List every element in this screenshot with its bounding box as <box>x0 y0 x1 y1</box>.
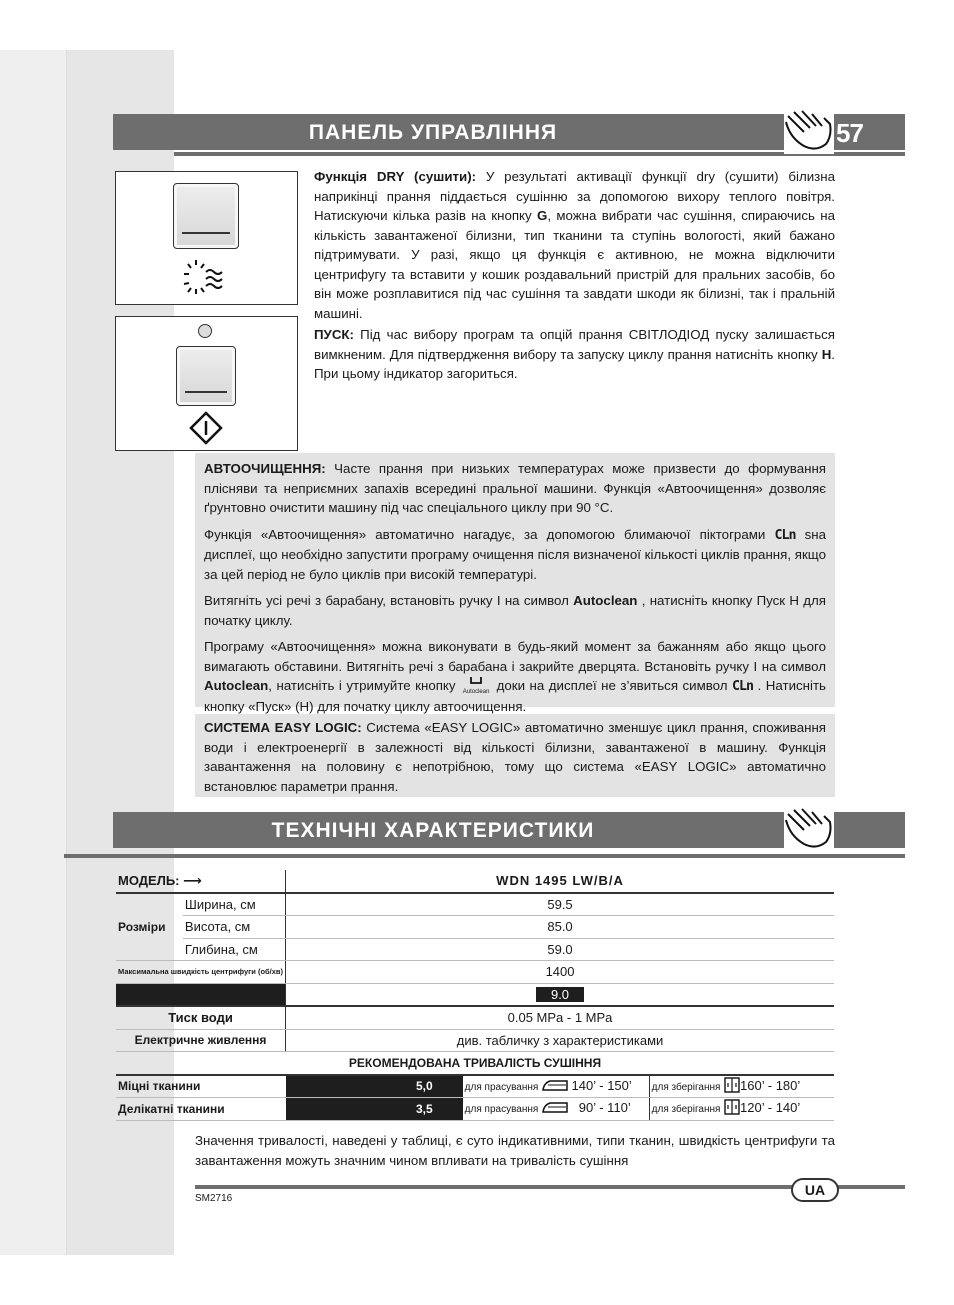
start-lead: ПУСК: <box>314 327 354 342</box>
autoclean-box <box>195 453 835 714</box>
autoclean-lead: АВТООЧИЩЕННЯ: <box>204 461 326 476</box>
hidden-value: 9.0 <box>536 987 584 1002</box>
autoclean-button-icon <box>460 677 492 696</box>
power-value: див. табличку з характеристиками <box>286 1029 834 1052</box>
hidden-value-cell <box>286 983 834 1006</box>
autoclean-p2b: sна дисплеї, що необхідно запустити програму очищення після визначеної кількості циклів прання, якщо за цей період не було циклів при високій температурі. <box>204 526 826 582</box>
dry-description <box>314 167 835 323</box>
table-row <box>116 1098 834 1121</box>
sizes-label: Розміри <box>116 893 183 961</box>
store-time: 120’ - 140’ <box>740 1100 801 1116</box>
arrow-right-icon: ⟶ <box>183 872 202 888</box>
table-row <box>116 938 834 961</box>
load-value: 5,0 <box>286 1075 463 1098</box>
cln-symbol: CLn <box>774 527 796 543</box>
table-row <box>116 893 834 916</box>
height-label: Висота, см <box>183 916 286 939</box>
table-row <box>116 1029 834 1052</box>
wardrobe-icon <box>724 1077 740 1096</box>
dry-button[interactable] <box>173 183 239 249</box>
spec-table <box>116 870 834 1121</box>
dry-text-2: , можна вибрати час сушіння, спираючись на кількість завантаженої білизни, тип тканини та ступінь вологості, який бажано підтримувати. У разі, якщо ця функція є активною, не можна відключити центрифугу та вставити у кошик роздавальний пристрій для пральних засобів, бо він може розплавитися під час сушіння та завдати шкоди як білизні, так і пральній машині. <box>314 208 836 321</box>
table-row <box>116 916 834 939</box>
fabric-label: Міцні тканини <box>116 1075 286 1098</box>
depth-label: Глибина, см <box>183 938 286 961</box>
iron-label: для прасування <box>464 1081 539 1093</box>
start-led-indicator <box>198 324 212 338</box>
table-row <box>116 983 834 1006</box>
start-description <box>314 325 835 384</box>
store-label: для зберігання <box>651 1081 721 1093</box>
store-cell <box>649 1098 834 1121</box>
iron-cell <box>463 1098 650 1121</box>
dry-icon <box>182 256 230 296</box>
store-cell <box>649 1075 834 1098</box>
autoclean-p2a: Функція «Автоочищення» автоматично нагадує, за допомогою блимаючої піктограми <box>204 526 775 542</box>
autoclean-p1: Часте прання при низьких температурах може призвести до формування плісняви та неприємних запахів всередині пральної машини. Функція «Автоочищення» дозволяє ґрунтовно очистити машину під час спеціального циклу при 90 °C. <box>204 461 826 515</box>
autoclean-p4a: Програму «Автоочищення» можна виконувати в будь-який момент за бажанням або якщо цього вимагають обставини. Витягніть речі з барабана і закрийте дверцята. Встановіть ручку I на символ <box>204 639 826 674</box>
iron-time: 90’ - 110’ <box>578 1100 631 1116</box>
iron-time: 140’ - 150’ <box>571 1077 632 1093</box>
autoclean-word-2: Autoclean <box>204 678 269 693</box>
start-key: H <box>821 346 832 362</box>
table-row <box>116 1075 834 1098</box>
table-row <box>116 1052 834 1075</box>
spin-value: 1400 <box>286 961 834 984</box>
table-row <box>116 870 834 893</box>
easy-logic-text: Система «EASY LOGIC» автоматично зменшує цикл прання, споживання води і електроенергії в залежності від кількості білизни, завантаженої в машину. Функція завантаження на половину є непотрібною, тому що система «EASY LOGIC» автоматично встановлює параметри прання. <box>204 720 826 794</box>
model-label-cell <box>116 870 286 893</box>
dry-lead: Функція DRY (сушити): <box>314 169 477 184</box>
start-text-2: . При цьому індикатор загориться. <box>314 346 835 381</box>
store-time: 160’ - 180’ <box>740 1077 801 1093</box>
start-text-1: Під час вибору програм та опцій прання СВІТЛОДІОД пуску залишається вимкненим. Для підтвердження вибору та запуску циклу прання натисніть кнопку <box>314 327 835 362</box>
width-label: Ширина, см <box>183 893 286 916</box>
height-value: 85.0 <box>286 916 834 939</box>
autoclean-p4d: . Натисніть кнопку «Пуск» (H) для початку циклу автоочищення. <box>204 678 826 714</box>
start-button[interactable] <box>176 346 236 406</box>
iron-label: для прасування <box>464 1104 539 1116</box>
spin-label: Максимальна швидкість центрифуги (об/хв) <box>116 961 286 984</box>
drying-note: Значення тривалості, наведені у таблиці, є суто індикативними, типи тканин, швидкість центрифуги та завантаження можуть значним чином впливати на тривалість сушіння <box>195 1133 835 1168</box>
model-value: WDN 1495 LW/B/A <box>286 870 834 893</box>
start-icon <box>189 411 223 445</box>
autoclean-p4c: доки на дисплеї не з’явиться символ <box>492 678 733 693</box>
autoclean-p4b: , натисніть і утримуйте кнопку <box>268 678 461 693</box>
width-value: 59.5 <box>286 893 834 916</box>
fabric-label: Делікатні тканини <box>116 1098 286 1121</box>
table-row <box>116 961 834 984</box>
start-button-panel <box>115 316 298 451</box>
autoclean-p3b: , натисніть кнопку Пуск H для початку циклу. <box>204 593 826 628</box>
model-label: МОДЕЛЬ: <box>118 872 180 888</box>
page-number: 57 <box>836 118 863 148</box>
iron-cell <box>463 1075 650 1098</box>
wardrobe-icon <box>724 1099 740 1118</box>
doc-code: SM2716 <box>195 1193 233 1204</box>
table-row <box>116 1006 834 1029</box>
autoclean-icon-caption: Autoclean <box>462 688 490 695</box>
hand-icon <box>784 108 834 150</box>
power-label: Електричне живлення <box>116 1029 286 1052</box>
pressure-value: 0.05 MPa - 1 MPa <box>286 1006 834 1029</box>
header-underline-2 <box>64 854 905 858</box>
iron-icon <box>542 1100 568 1117</box>
depth-value: 59.0 <box>286 938 834 961</box>
easy-logic-lead: СИСТЕМА EASY LOGIC: <box>204 720 362 735</box>
autoclean-p3a: Витягніть усі речі з барабану, встановіть ручку I на символ <box>204 593 574 608</box>
language-badge: UA <box>791 1178 839 1202</box>
store-label: для зберігання <box>651 1104 721 1116</box>
easy-logic-box <box>195 714 835 797</box>
drying-header: РЕКОМЕНДОВАНА ТРИВАЛІСТЬ СУШІННЯ <box>116 1052 834 1075</box>
cln-symbol-2: CLn <box>732 679 754 694</box>
section-title-2: ТЕХНІЧНІ ХАРАКТЕРИСТИКИ <box>271 819 595 842</box>
pressure-label: Тиск води <box>116 1006 286 1029</box>
load-value: 3,5 <box>286 1098 463 1121</box>
redacted-label <box>116 983 286 1006</box>
hand-icon-2 <box>784 806 834 848</box>
left-margin-inner <box>0 50 67 1255</box>
autoclean-word: Autoclean <box>573 593 638 608</box>
dry-text-1: У результаті активації функції dry (сушити) білизна наприкінці прання піддається сушінню за допомогою вихору теплого повітря. Натискуючи кілька разів на кнопку <box>314 169 835 223</box>
iron-icon <box>542 1078 568 1095</box>
section-title: ПАНЕЛЬ УПРАВЛІННЯ <box>308 121 558 144</box>
dry-key: G <box>536 208 548 223</box>
dry-button-panel <box>115 171 298 305</box>
